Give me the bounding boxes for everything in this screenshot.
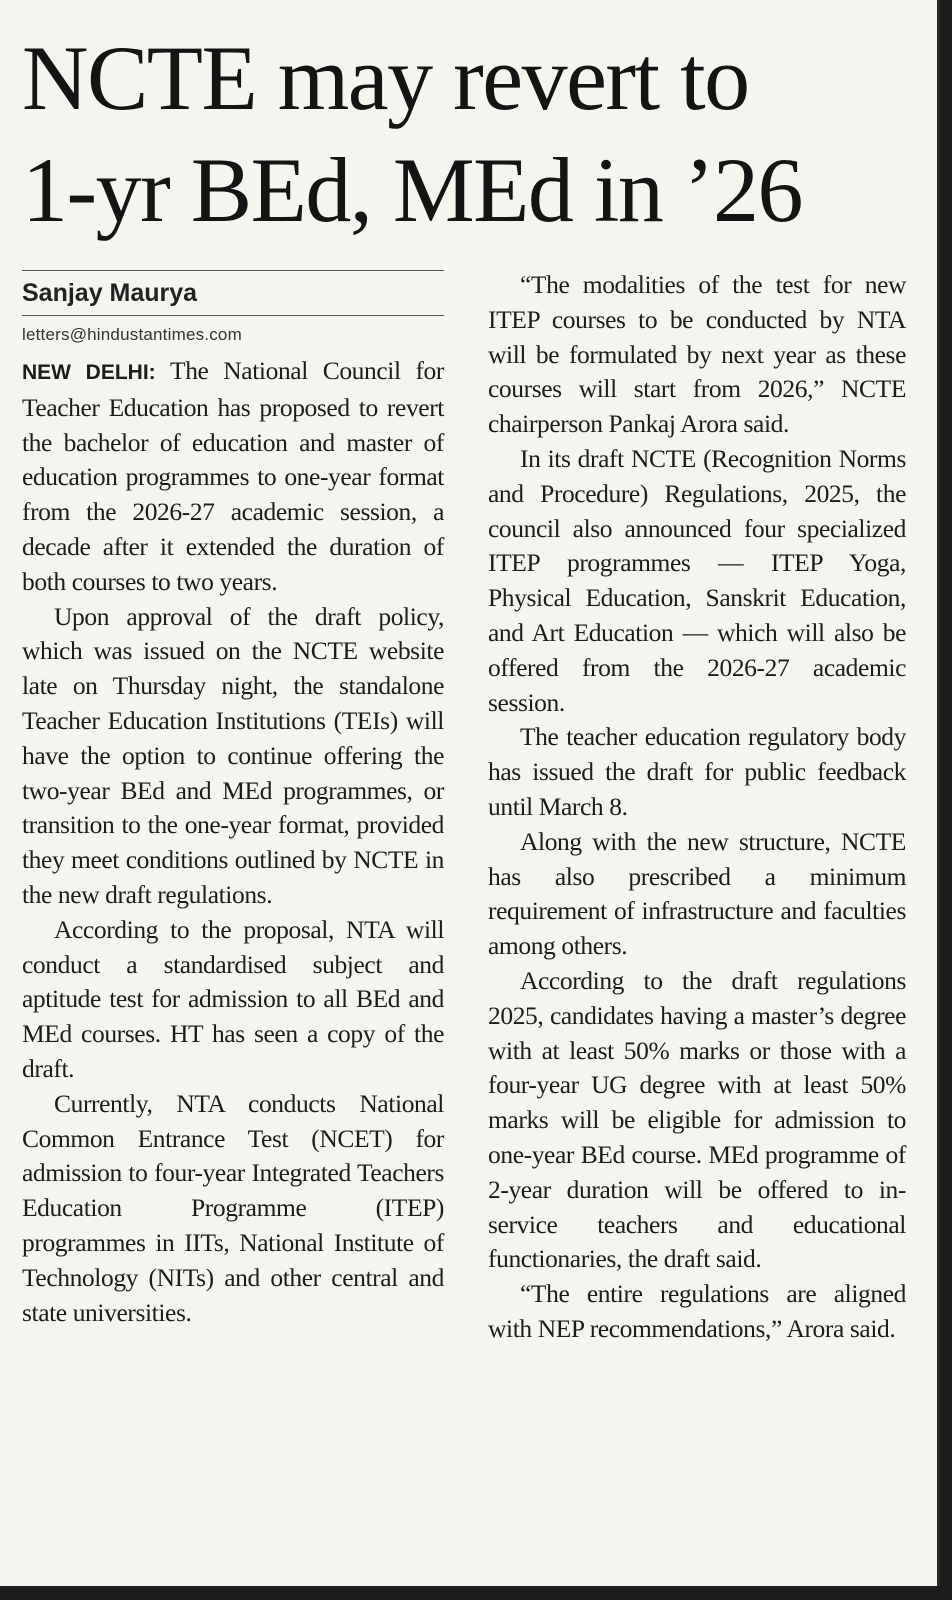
article-paragraph: “The modalities of the test for new ITEP courses to be conducted by NTA will be formulated by next year as these courses will start from 2026,” NCTE chairperson Pankaj Arora said. [488,270,906,439]
article-paragraph [22,354,444,600]
article-paragraph: In its draft NCTE (Recognition Norms and Procedure) Regulations, 2025, the council also announced four specialized ITEP programmes — ITEP Yoga, Physical Education, Sanskrit Education, and Art Education — which will also be offered from the 2026-27 academic session. [488,443,906,717]
article-paragraph: Upon approval of the draft policy, which was issued on the NCTE website late on Thursday night, the standalone Teacher Education Institutions (TEIs) will have the option to continue offering the two-year BEd and MEd programmes, or transition to the one-year format, provided they meet conditions outlined by NCTE in the new draft regulations. [22,601,444,909]
article-paragraph: Currently, NTA conducts National Common Entrance Test (NCET) for admission to four-year Integrated Teachers Education Programme (ITEP) programmes in IITs, National Institute of Technology (NITs) and other central and state universities. [22,1088,444,1327]
paragraph-text: The National Council for Teacher Education has proposed to revert the bachelor of education and master of education programmes to one-year format from the 2026-27 academic session, a decade after it extended the duration of both courses to two years. [22,356,444,596]
article-paragraph: “The entire regulations are aligned with NEP recommendations,” Arora said. [488,1279,906,1343]
headline-line-1: NCTE may revert to [22,27,749,129]
article-paragraph: According to the draft regulations 2025, candidates having a master’s degree with at least 50% marks or those with a four-year UG degree with at least 50% marks will be eligible for admission to one-year BEd course. MEd programme of 2-year duration will be offered to in-service teachers and educational functionaries, the draft said. [488,965,906,1274]
article-paragraph: According to the proposal, NTA will conduct a standardised subject and aptitude test for admission to all BEd and MEd courses. HT has seen a copy of the draft. [22,914,444,1083]
dateline: NEW DELHI: [22,361,156,384]
byline-author: Sanjay Maurya [22,279,198,307]
article-paragraph: The teacher education regulatory body has issued the draft for public feedback until March 8. [488,722,906,821]
article-paragraph: Along with the new structure, NCTE has also prescribed a minimum requirement of infrastructure and faculties among others. [488,826,906,961]
headline [22,22,922,246]
headline-line-2: 1-yr BEd, MEd in ’26 [22,139,803,241]
article-column-left [22,270,444,1330]
byline-email: letters@hindustantimes.com [22,325,242,344]
article-column-right [488,270,906,1347]
